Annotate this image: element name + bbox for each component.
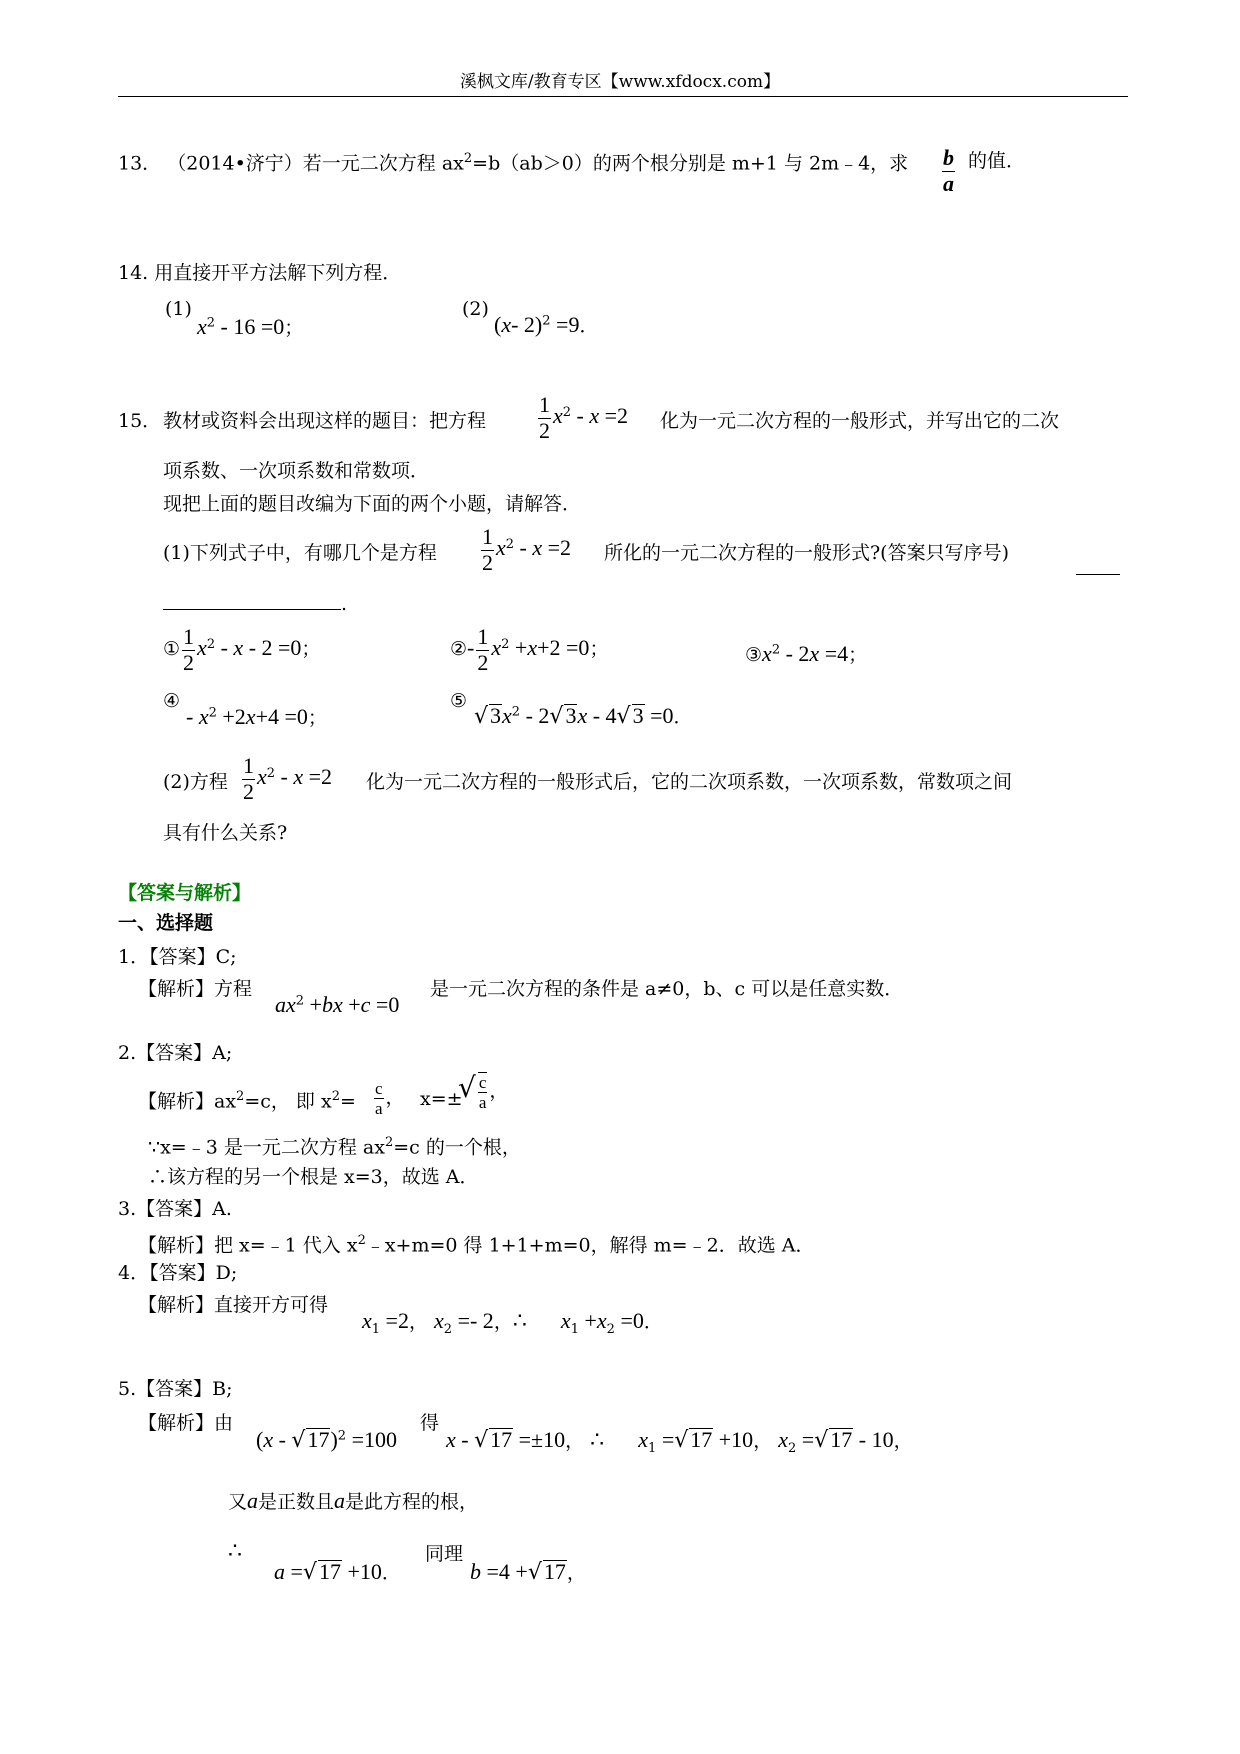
answer-4-head: 4．【答案】D; xyxy=(118,1262,238,1284)
q14-number: 14. xyxy=(118,262,149,284)
option-4-marker: ④ xyxy=(163,690,181,712)
q13-text-a: （2014•济宁）若一元二次方程 ax xyxy=(167,152,464,175)
answer-3-head: 3.【答案】A. xyxy=(118,1198,232,1220)
q15-sub2-a: (2)方程 xyxy=(163,771,228,793)
answer-5-head: 5.【答案】B; xyxy=(118,1378,233,1400)
answer-3-exp-a: 【解析】把 x=﹣1 代入 x xyxy=(138,1234,358,1257)
answer-2-exp: 【解析】$ax^2=c$， 即 $x^2=$ xyxy=(138,1089,356,1113)
answer-5-exp-a: 【解析】由 xyxy=(138,1412,234,1434)
q15-option-3: $③x^2 - 2x =4$； xyxy=(745,641,868,666)
answer-2-exp-c: x=± xyxy=(420,1088,463,1110)
q14-part1-label: (1) xyxy=(165,298,192,320)
answer-2-head: 2.【答案】A; xyxy=(118,1042,233,1064)
q13-text-b: =b（ab＞0）的两个根分别是 m+1 与 2m﹣4，求 xyxy=(472,152,909,175)
answer-2-fraction-c-over-a: $\frac{c}{a}$ ， xyxy=(375,1079,405,1119)
answer-5-exp-b: 得 xyxy=(420,1412,440,1434)
q15-option-2: ②- $\frac{1}{2}$ $x^2 +x+2 =0$； xyxy=(450,624,609,675)
answer-2-line2-b: =c 的一个根， xyxy=(393,1136,521,1159)
q15-sub2-c: 具有什么关系? xyxy=(163,822,288,844)
q15-equation-1: $\frac{1}{2}$ $x^2 - x =2$ xyxy=(539,392,629,443)
q15-answer-blank-2[interactable]: . xyxy=(163,595,347,614)
question-14 xyxy=(118,264,401,283)
answer-5-equation-2: x - √17 =±10， ∴ $x_1 =√17 +10$， $x_2 =√17 - 10$， xyxy=(446,1427,913,1456)
answer-2-line2-a: ∵x=﹣3 是一元二次方程 ax xyxy=(148,1136,385,1159)
answer-4-exp: 【解析】直接开方可得 xyxy=(138,1294,329,1316)
q15-sub2-equation: $\frac{1}{2}$ $x^2 - x =2$ xyxy=(243,753,333,804)
q15-option-4 xyxy=(163,692,180,711)
answer-5-line2-a: 又 xyxy=(228,1491,248,1513)
q15-line2: 项系数、一次项系数和常数项． xyxy=(163,460,430,482)
q15-option-5-equation: $√3x^2 - 2√3x - 4√3 =0$． xyxy=(474,703,693,729)
q15-line1-b: 化为一元二次方程的一般形式，并写出它的二次 xyxy=(660,410,1060,432)
option-3-marker: ③ xyxy=(745,644,763,666)
answer-2-sqrt: √ $\frac{c}{a}$ ， xyxy=(458,1071,509,1113)
answer-1-equation: $ax^2 +bx +c =0$ xyxy=(275,992,400,1017)
option-1-marker: ① xyxy=(163,638,181,661)
q15-option-4-equation: - $x^2 +2x+4 =0$； xyxy=(186,704,327,729)
answer-5-line2: 又a是正数且a是此方程的根， xyxy=(228,1488,479,1513)
option-5-marker: ⑤ xyxy=(450,690,468,712)
answer-3-exp-b: ﹣x+m=0 得 1+1+m=0，解得 m=﹣2．故选 A． xyxy=(365,1234,815,1257)
answer-2-exp-a: 【解析】ax xyxy=(138,1090,237,1113)
answer-5-equation-3: a =√17 +10． xyxy=(274,1559,401,1585)
answer-1-exp-a: 【解析】方程 xyxy=(138,978,253,1000)
q15-sub1-equation: $\frac{1}{2}$ $x^2 - x =2$ xyxy=(482,524,572,575)
q15-line3: 现把上面的题目改编为下面的两个小题，请解答． xyxy=(163,493,582,515)
answer-1-head: 1．【答案】C; xyxy=(118,946,237,968)
answer-5-line2-b: 是正数且 xyxy=(258,1491,335,1513)
q13-text-c: 的值． xyxy=(968,150,1026,172)
answer-2-line3: ∴该方程的另一个根是 x=3，故选 A． xyxy=(148,1166,479,1188)
q14-part2-equation: (x- 2)$^2$ =9． xyxy=(494,312,599,337)
q15-answer-blank-1[interactable] xyxy=(1076,560,1120,579)
q15-sub1-a: (1)下列式子中，有哪几个是方程 xyxy=(163,542,437,564)
question-13: 13． （2014•济宁）若一元二次方程 $ax^2=b(ab>0)$的两个根分别是 m+1 与 2m﹣4，求 xyxy=(118,151,909,175)
answers-section-title: 一、选择题 xyxy=(118,912,214,934)
option-2-marker: ② xyxy=(450,638,468,661)
page-header: 溪枫文库/教育专区【www.xfdocx.com】 xyxy=(459,72,781,92)
q14-part1-equation: $x^2 - 16 =0$； xyxy=(197,314,304,339)
answers-title: 【答案与解析】 xyxy=(118,882,252,904)
answer-1-exp-b: 是一元二次方程的条件是 a≠0，b、c 可以是任意实数． xyxy=(430,978,904,1000)
header-rule xyxy=(118,96,1128,97)
answer-5-line3-b: 同理 xyxy=(425,1543,464,1565)
q14-part2-label: (2) xyxy=(462,298,489,320)
q15-sub1-b: 所化的一元二次方程的一般形式?(答案只写序号) xyxy=(604,542,1010,564)
q15-option-1: ① $\frac{1}{2}$ $x^2 - x - 2 =0$； xyxy=(163,624,321,675)
q13-number: 13． xyxy=(118,152,162,175)
answer-2-line2: ∵x=﹣3 是一元二次方程 $ax^2=c$ 的一个根， xyxy=(148,1135,521,1159)
q15-number: 15． xyxy=(118,410,162,432)
answer-5-therefore: ∴ xyxy=(228,1538,242,1563)
q13-fraction-b-over-a: $\frac{b}{a}$ xyxy=(943,145,954,196)
answer-4-equation: $x_1 =2$， $x_2 =- 2$，∴ $x_1 +x_2 =0$． xyxy=(362,1308,663,1337)
q14-text: 用直接开平方法解下列方程． xyxy=(154,262,402,284)
answer-5-equation-1: (x - √17)$^2$ =100 xyxy=(256,1427,397,1453)
q15-line1-a: 教材或资料会出现这样的题目：把方程 xyxy=(163,410,487,432)
q15-option-5 xyxy=(450,692,467,711)
answer-2-exp-b: =c， 即 x xyxy=(244,1090,332,1113)
answer-5-equation-4: b =4 +√17， xyxy=(470,1559,586,1585)
q15-sub2-b: 化为一元二次方程的一般形式后，它的二次项系数，一次项系数，常数项之间 xyxy=(366,771,1013,793)
answer-5-line2-c: 是此方程的根， xyxy=(345,1491,479,1513)
answer-3-exp: 【解析】把 x=﹣1 代入 $x^2﹣x+m=0$ 得 1+1+m=0，解得 m=﹣2．故选 A． xyxy=(138,1233,815,1257)
